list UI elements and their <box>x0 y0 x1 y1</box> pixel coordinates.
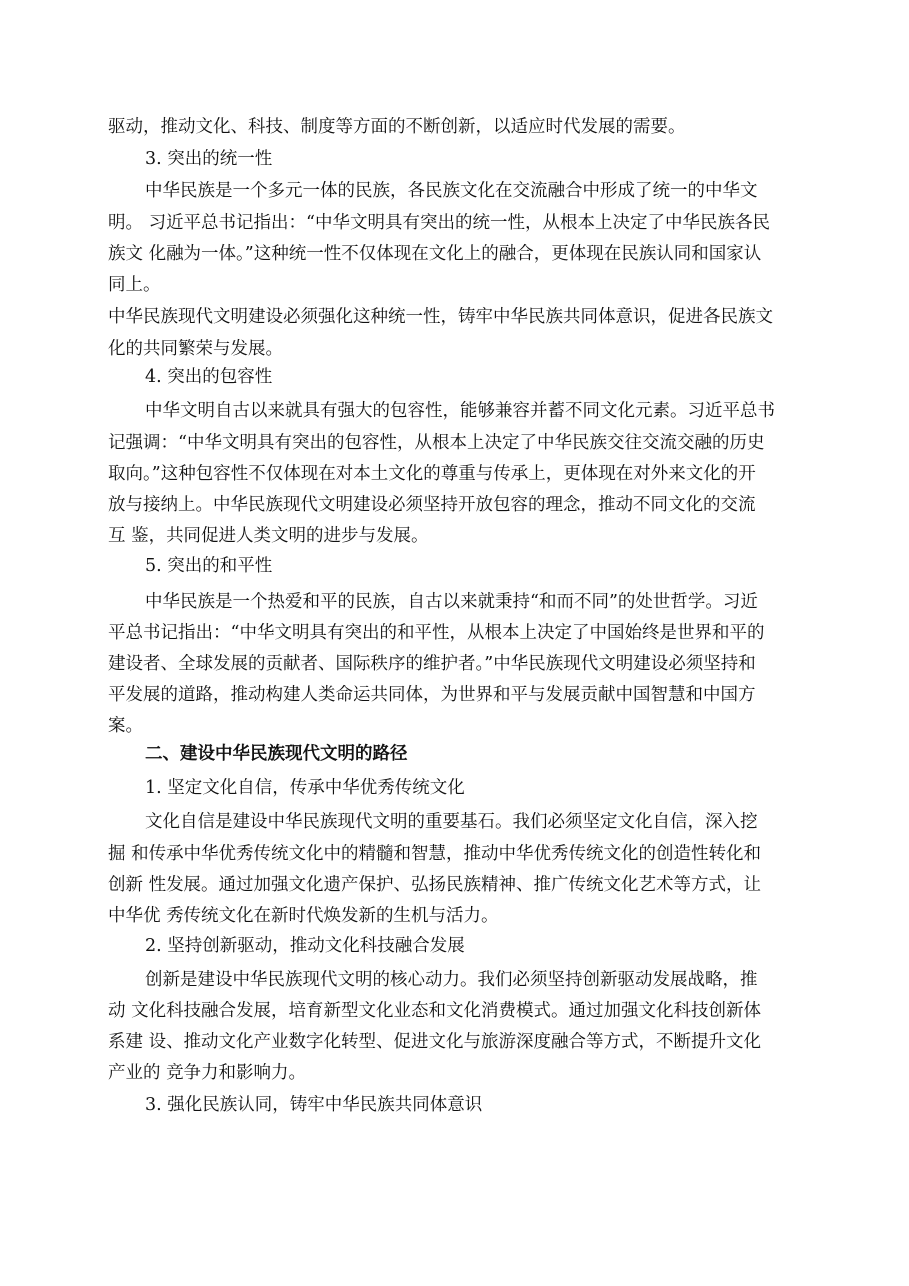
text-line: 明。 习近平总书记指出：“中华文明具有突出的统一性，从根本上决定了中华民族各民 <box>108 213 771 233</box>
text-line: 产业的 竞争力和影响力。 <box>108 1063 307 1083</box>
text-line: 平发展的道路，推动构建人类命运共同体，为世界和平与发展贡献中国智慧和中国方 <box>108 685 756 705</box>
text-line: 平总书记指出：“中华文明具有突出的和平性，从根本上决定了中国始终是世界和平的 <box>108 623 765 643</box>
text-line: 中华优 秀传统文化在新时代焕发新的生机与活力。 <box>108 906 499 926</box>
text-line: 同上。 <box>108 275 161 295</box>
text-line: 动 文化科技融合发展，培育新型文化业态和文化消费模式。通过加强文化科技创新体 <box>108 1001 762 1021</box>
text-line: 创新是建设中华民族现代文明的核心动力。我们必须坚持创新驱动发展战略，推 <box>145 970 758 990</box>
section-heading: 4. 突出的包容性 <box>145 367 273 387</box>
text-line: 中华民族现代文明建设必须强化这种统一性，铸牢中华民族共同体意识，促进各民族文 <box>108 307 773 327</box>
text-line: 驱动，推动文化、科技、制度等方面的不断创新，以适应时代发展的需要。 <box>108 117 686 137</box>
text-line: 中华文明自古以来就具有强大的包容性，能够兼容并蓄不同文化元素。习近平总书 <box>145 401 775 421</box>
section-heading: 3. 强化民族认同，铸牢中华民族共同体意识 <box>145 1095 483 1115</box>
chapter-heading: 二、建设中华民族现代文明的路径 <box>145 744 408 764</box>
text-line: 互 鉴，共同促进人类文明的进步与发展。 <box>108 526 429 546</box>
text-line: 化的共同繁荣与发展。 <box>108 339 283 359</box>
text-line: 创新 性发展。通过加强文化遗产保护、弘扬民族精神、推广传统文化艺术等方式，让 <box>108 875 762 895</box>
text-line: 中华民族是一个多元一体的民族，各民族文化在交流融合中形成了统一的中华文 <box>145 181 758 201</box>
text-line: 族文 化融为一体。”这种统一性不仅体现在文化上的融合，更体现在民族认同和国家认 <box>108 244 762 264</box>
section-heading: 5. 突出的和平性 <box>145 556 273 576</box>
section-heading: 3. 突出的统一性 <box>145 149 273 169</box>
text-line: 建设者、全球发展的贡献者、国际秩序的维护者。”中华民族现代文明建设必须坚持和 <box>108 654 756 674</box>
text-line: 案。 <box>108 716 143 736</box>
section-heading: 2. 坚持创新驱动，推动文化科技融合发展 <box>145 936 465 956</box>
text-line: 掘 和传承中华优秀传统文化中的精髓和智慧，推动中华优秀传统文化的创造性转化和 <box>108 844 762 864</box>
section-heading: 1. 坚定文化自信，传承中华优秀传统文化 <box>145 778 465 798</box>
text-line: 取向。”这种包容性不仅体现在对本土文化的尊重与传承上，更体现在对外来文化的开 <box>108 464 756 484</box>
text-line: 文化自信是建设中华民族现代文明的重要基石。我们必须坚定文化自信，深入挖 <box>145 812 758 832</box>
text-line: 系建 设、推动文化产业数字化转型、促进文化与旅游深度融合等方式，不断提升文化 <box>108 1032 762 1052</box>
text-line: 放与接纳上。中华民族现代文明建设必须坚持开放包容的理念，推动不同文化的交流 <box>108 495 756 515</box>
text-line: 中华民族是一个热爱和平的民族，自古以来就秉持“和而不同”的处世哲学。习近 <box>145 592 758 612</box>
text-line: 记强调：“中华文明具有突出的包容性，从根本上决定了中华民族交往交流交融的历史 <box>108 433 765 453</box>
